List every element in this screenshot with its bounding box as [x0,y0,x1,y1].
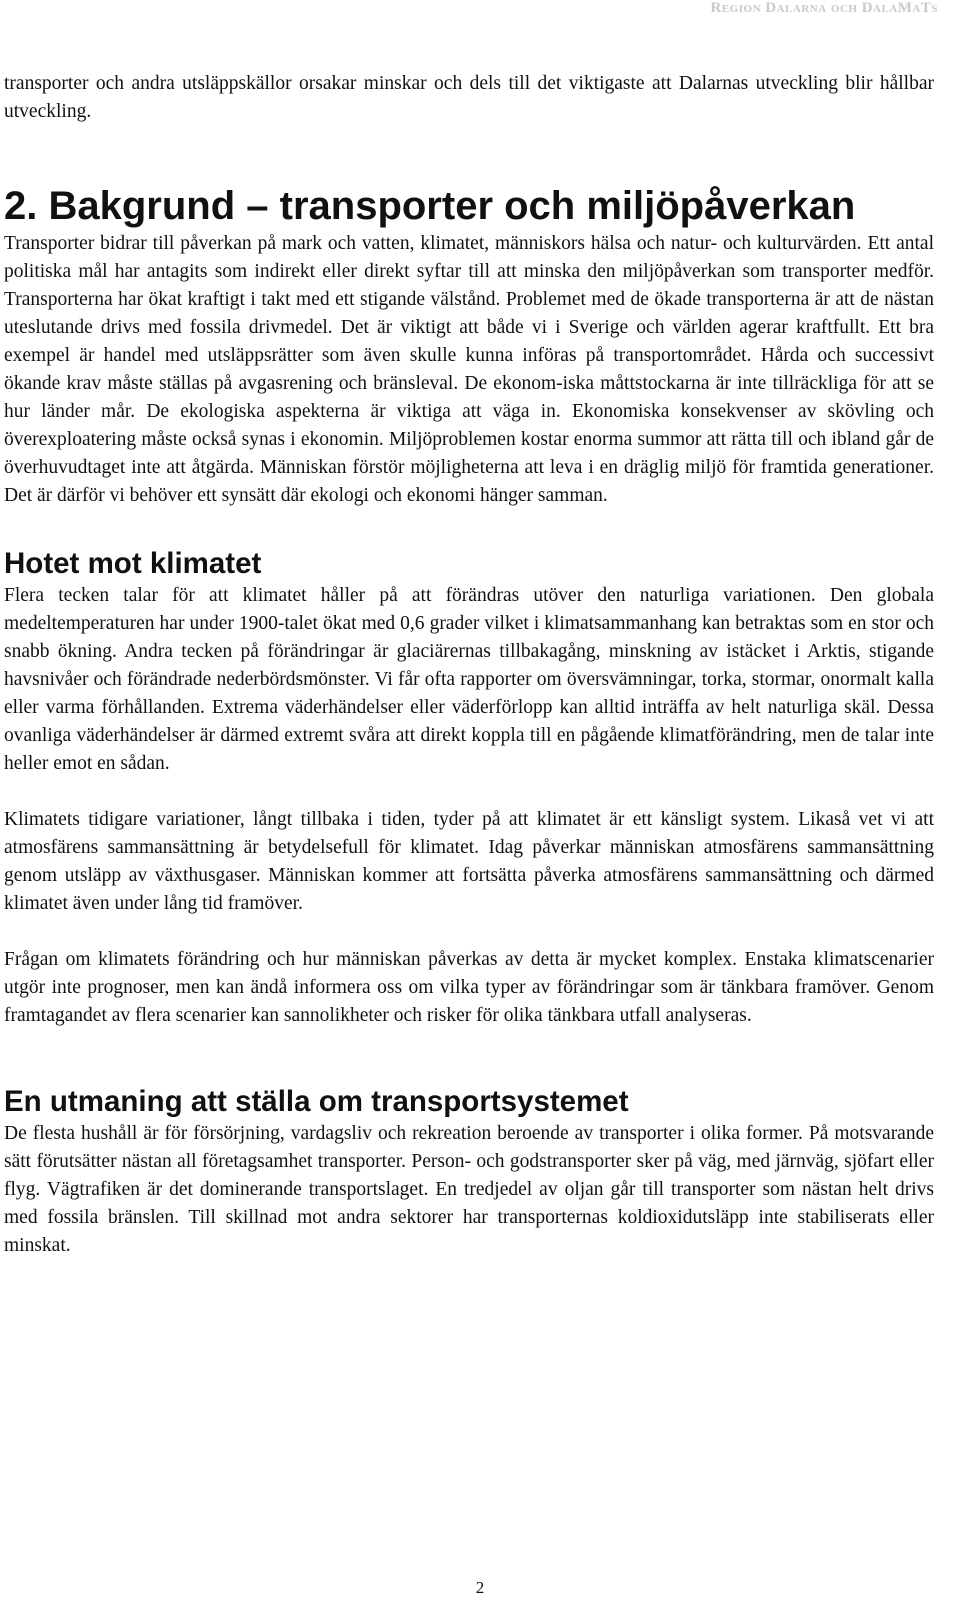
climate-paragraph-2: Klimatets tidigare variationer, långt tillbaka i tiden, tyder på att klimatet är ett känsligt system. Likaså vet vi att atmosfärens sammansättning är betydelsefull för klimatet. Idag påverkar människan atmosfärens sammansättning genom utsläpp av växthusgaser. Människan kommer att fortsätta påverka atmosfärens sammansättning och därmed klimatet även under lång tid framöver. [4,809,934,914]
page-number: 2 [475,1578,485,1597]
climate-paragraph-3: Frågan om klimatets förändring och hur människan påverkas av detta är mycket komplex. Enstaka klimatscenarier utgör inte prognoser, men kan ändå informera oss om vilka typer av förändringar som är tänkbara framöver. Genom framtagandet av flera scenarier kan sannolikheter och risker för olika tänkbara utfall analyseras. [4,949,934,1026]
subheading-climate-threat: Hotet mot klimatet [4,547,262,580]
subheading-transport-system: En utmaning att ställa om transportsystemet [4,1085,629,1118]
running-header: Region Dalarna och DalaMaTs [710,0,938,16]
climate-paragraph-1: Flera tecken talar för att klimatet håller på att förändras utöver den naturliga variationen. Den globala medeltemperaturen har under 1900-talet ökat med 0,6 grader vilket i klimatsammanhang kan betraktas som en stor och snabb ökning. Andra tecken på förändringar är glaciärernas tillbakagång, minskning av istäcket i Arktis, stigande havsnivåer och förändrade nederbördsmönster. Vi får ofta rapporter om översvämningar, torka, stormar, onormalt kalla eller varma förhållanden. Extrema väderhändelser eller väderförlopp kan alltid inträffa av helt naturliga skäl. Dessa ovanliga väderhändelser är därmed extremt svåra att direkt koppla till en pågående klimatförändring, men de talar inte heller emot en sådan. [4,585,934,774]
document-body [4,70,934,1288]
transport-paragraph: De flesta hushåll är för försörjning, vardagsliv och rekreation beroende av transporter i olika former. På motsvarande sätt förutsätter nästan all företagsamhet transporter. Person- och godstransporter sker på väg, med järnväg, sjöfart eller flyg. Vägtrafiken är det dominerande transportslaget. En tredjedel av oljan går till transporter som nästan helt drivs med fossila bränslen. Till skillnad mot andra sektorer har transporternas koldioxidutsläpp inte stabiliserats eller minskat. [4,1123,934,1256]
section-heading-background: 2. Bakgrund – transporter och miljöpåverkan [4,184,856,228]
background-paragraph: Transporter bidrar till påverkan på mark och vatten, klimatet, människors hälsa och natur- och kulturvärden. Ett antal politiska mål har antagits som indirekt eller direkt syftar till att minska den miljöpåverkan som transporter medför. Transporterna har ökat kraftigt i takt med ett stigande välstånd. Problemet med de ökade transporterna är att de nästan uteslutande drivs med fossila drivmedel. Det är viktigt att både vi i Sverige och världen agerar kraftfullt. Ett bra exempel är handel med utsläppsrätter som även skulle kunna införas på transportområdet. Hårda och successivt ökande krav måste ställas på avgasrening och bränsleval. De ekonom-iska måttstockarna är inte tillräckliga för att se hur länder mår. De ekologiska aspekterna är viktiga att väga in. Ekonomiska konsekvenser av skövling och överexploatering måste också synas i ekonomin. Miljöproblemen kostar enorma summor att rätta till och ibland går de överhuvudtaget inte att åtgärda. Människan förstör möjligheterna att leva i en dräglig miljö för framtida generationer. Det är därför vi behöver ett synsätt där ekologi och ekonomi hänger samman. [4,233,934,506]
intro-paragraph: transporter och andra utsläppskällor orsakar minskar och dels till det viktigaste att Dalarnas utveckling blir hållbar utveckling. [4,73,934,122]
